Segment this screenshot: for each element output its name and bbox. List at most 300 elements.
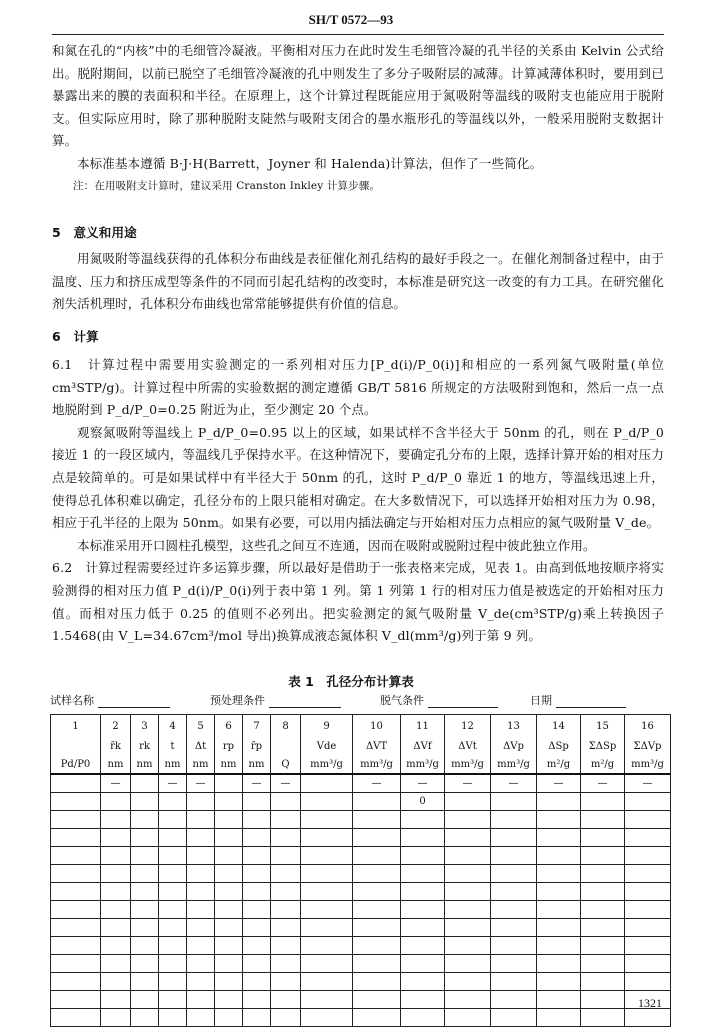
table-cell [581,919,625,937]
table-cell [491,919,537,937]
table-cell [215,901,243,919]
table-cell [401,865,445,883]
table-cell: 13 [491,715,537,738]
table-cell [101,829,131,847]
table-cell [159,883,187,901]
table-cell: — [159,774,187,793]
table-cell: 11 [401,715,445,738]
page-header: SH/T 0572—93 [308,12,394,27]
table-cell [187,919,215,937]
table-cell [301,991,353,1009]
table-cell [581,883,625,901]
table-cell: r̄k [101,737,131,755]
table-cell [491,847,537,865]
table-cell [271,737,301,755]
table-cell [301,793,353,811]
table-cell [159,991,187,1009]
table-cell [101,811,131,829]
table-cell [271,991,301,1009]
pretreat-label: 预处理条件 [210,694,265,707]
table-cell [271,919,301,937]
table-cell [271,865,301,883]
table-cell [51,901,101,919]
table-cell: — [187,774,215,793]
table-cell: mm³/g [625,755,671,774]
table-cell [215,829,243,847]
table-cell [159,793,187,811]
table-cell [491,865,537,883]
table-cell [581,811,625,829]
degas [380,692,498,708]
table-cell [159,955,187,973]
date-blank [556,695,626,708]
table-cell [101,865,131,883]
table-cell [537,793,581,811]
table-cell [581,973,625,991]
table-cell: — [101,774,131,793]
table-cell [131,901,159,919]
table-cell [353,883,401,901]
table-cell: m²/g [537,755,581,774]
section5-title: 5 意义和用途 [52,225,137,240]
table-cell [401,973,445,991]
table-row [51,919,671,937]
table-cell [51,774,101,793]
table-cell [353,973,401,991]
table-cell [215,774,243,793]
table-cell [301,973,353,991]
table-cell [243,901,271,919]
table-cell [243,847,271,865]
table-cell [401,955,445,973]
table-cell [625,973,671,991]
table-cell: 8 [271,715,301,738]
table-cell [159,901,187,919]
table-cell [271,829,301,847]
sample-name-blank [98,695,170,708]
table-row [51,793,671,811]
table-cell [187,955,215,973]
table-cell [491,901,537,919]
table-cell: 10 [353,715,401,738]
table-cell: mm³/g [401,755,445,774]
table-cell: 6 [215,715,243,738]
date-label: 日期 [530,694,552,707]
table-row [51,774,671,793]
page-number: 1321 [638,996,662,1010]
table-cell [537,865,581,883]
table-cell [445,937,491,955]
table-cell: Δt [187,737,215,755]
table-cell [537,937,581,955]
table-cell [243,793,271,811]
table-cell [187,847,215,865]
table-cell: 14 [537,715,581,738]
table-cell [159,919,187,937]
table-cell [401,901,445,919]
para-6-2: 6.2 计算过程需要经过许多运算步骤，所以最好是借助于一张表格来完成，见表 1。由高到低地按顺序将实验测得的相对压力值 P_d(i)/P_0(i)列于表中第 1 列。第 1 列第 1 行的相对压力值是被选定的开始相对压力值。而相对压力低于 0.25 的值则不必列出。把实验测定的氮气吸附量 V_de(cm³STP/g)乘上转换因子 1.5468(由 V_L=34.67cm³/mol 导出)换算成液态氮体积 V_dl(mm³/g)列于第 9 列。 [52,560,664,644]
table-cell [51,973,101,991]
table-cell [445,811,491,829]
table-cell [187,973,215,991]
table-cell [101,847,131,865]
table-cell: — [445,774,491,793]
table-cell [625,901,671,919]
table-cell: 12 [445,715,491,738]
table-cell: 2 [101,715,131,738]
table-cell [243,991,271,1009]
table-cell [51,829,101,847]
table-cell [51,793,101,811]
table-cell [445,883,491,901]
table-cell [51,937,101,955]
table-cell [301,847,353,865]
table-cell [243,883,271,901]
table-cell [101,937,131,955]
table-cell: ΣΔSp [581,737,625,755]
table-cell [271,847,301,865]
table-cell [187,811,215,829]
table-cell [51,811,101,829]
para-6-1c: 本标准采用开口圆柱孔模型，这些孔之间互不连通，因而在吸附或脱附过程中彼此独立作用。 [77,537,596,553]
table-cell: — [401,774,445,793]
table-cell: 4 [159,715,187,738]
table-cell: 0 [401,793,445,811]
table-cell [131,847,159,865]
table-cell [101,883,131,901]
table-cell [51,847,101,865]
table-cell [243,955,271,973]
table-cell [51,737,101,755]
table-cell: r̄p [243,737,271,755]
table-cell [243,829,271,847]
section-6 [52,326,664,349]
para-6-1b: 观察氮吸附等温线上 P_d/P_0=0.95 以上的区域，如果试样不含半径大于 50nm 的孔，则在 P_d/P_0 接近 1 的一段区域内，等温线几乎保持水平。在这种情况下，要确定孔分布的上限，选择计算开始的相对压力点是较简单的。可是如果试样中有半径大于 50nm 的孔，这时 P_d/P_0 靠近 1 的地方，等温线迅速上升，使得总孔体积难以确定，孔径分布的上限只能相对确定。在大多数情况下，可以选择开始相对压力为 0.98，相应于孔半径的上限为 50nm。如果有必要，可以用内插法确定与开始相对压力点相应的氮气吸附量 V_de。 [52,424,664,531]
table-cell: — [581,774,625,793]
table-cell [491,973,537,991]
table-cell [301,937,353,955]
table-cell: nm [101,755,131,774]
table-cell [215,991,243,1009]
table-cell [301,829,353,847]
table-cell: 7 [243,715,271,738]
table-row [51,847,671,865]
header-rule [52,34,664,35]
table-cell [243,919,271,937]
table-cell [353,937,401,955]
pore-distribution-table [50,714,671,1027]
table-cell [51,865,101,883]
table-cell [401,847,445,865]
table-cell: nm [159,755,187,774]
table-cell [537,919,581,937]
section-5 [52,222,664,245]
table-cell [131,919,159,937]
table-cell [159,847,187,865]
table-cell [353,793,401,811]
table-cell [353,865,401,883]
table-cell [187,865,215,883]
table-cell [537,829,581,847]
table-cell [271,937,301,955]
table-cell [271,901,301,919]
table-cell [243,865,271,883]
table-cell [581,793,625,811]
table-cell [353,901,401,919]
table-row [51,865,671,883]
table-cell [625,883,671,901]
table-cell: ΔVt [445,737,491,755]
table-cell: — [491,774,537,793]
table-cell: rk [131,737,159,755]
table-cell [581,865,625,883]
table-row [51,811,671,829]
table-cell [625,955,671,973]
table-cell: nm [131,755,159,774]
table-cell [51,919,101,937]
table-cell: — [243,774,271,793]
table-cell [215,793,243,811]
table-cell [51,955,101,973]
table-cell [215,973,243,991]
table-cell [215,955,243,973]
table-cell: — [625,774,671,793]
table-row [51,737,671,755]
table-cell [625,811,671,829]
table-cell [159,865,187,883]
table-cell [243,937,271,955]
note: 注：在用吸附支计算时，建议采用 Cranston Inkley 计算步骤。 [73,179,381,192]
table-cell [401,937,445,955]
table-cell [187,793,215,811]
table-cell [215,919,243,937]
table-cell [51,991,101,1009]
table-cell [101,901,131,919]
table-cell [301,811,353,829]
table-cell [491,793,537,811]
table-cell [401,883,445,901]
table-cell [131,793,159,811]
table-row [51,829,671,847]
table-cell [353,991,401,1009]
sample-name [50,692,170,708]
table-cell [581,991,625,1009]
table-cell [353,811,401,829]
table-cell [131,865,159,883]
table-cell [271,811,301,829]
table-cell [159,829,187,847]
body-text-top [52,40,664,196]
table-cell [625,793,671,811]
table-cell: ΔSp [537,737,581,755]
table-cell [215,937,243,955]
table-cell [401,829,445,847]
table-cell [187,901,215,919]
table-cell: t [159,737,187,755]
table-cell [101,973,131,991]
table-cell: 9 [301,715,353,738]
table-cell [401,991,445,1009]
table-cell [581,937,625,955]
table-cell [491,937,537,955]
table-cell [581,829,625,847]
table-cell [301,774,353,793]
table-cell: mm³/g [445,755,491,774]
table-cell [271,955,301,973]
table-cell [537,847,581,865]
table-row [51,883,671,901]
table-cell [301,865,353,883]
table-cell [215,883,243,901]
table-row [51,715,671,738]
table-cell [445,901,491,919]
table-cell: nm [187,755,215,774]
pretreat-blank [269,695,341,708]
table-cell [625,829,671,847]
para-method: 本标准基本遵循 B·J·H(Barrett，Joyner 和 Halenda)计算法，但作了一些简化。 [77,155,543,171]
table-cell: mm³/g [301,755,353,774]
table-cell [491,811,537,829]
table-cell [491,955,537,973]
table-cell [491,991,537,1009]
para-intro: 和氮在孔的“内核”中的毛细管冷凝液。平衡相对压力在此时发生毛细管冷凝的孔半径的关系由 Kelvin 公式给出。脱附期间，以前已脱空了毛细管冷凝液的孔中则发生了多分子吸附层的减薄。计算减薄体积时，要用到已暴露出来的膜的表面积和半径。在原理上，这个计算过程既能应用于氮吸附等温线的吸附支也能应用于脱附支。但实际应用时，除了那种脱附支陡然与吸附支闭合的墨水瓶形孔的等温线以外，一般采用脱附支数据计算。 [52,43,664,149]
table-cell [625,847,671,865]
table-cell: m²/g [581,755,625,774]
table-cell [445,829,491,847]
table-cell [625,937,671,955]
table-cell [491,883,537,901]
table-cell [215,865,243,883]
table-cell: ΔVp [491,737,537,755]
table-cell: rp [215,737,243,755]
table-cell [271,883,301,901]
table-caption: 表 1 孔径分布计算表 [288,674,414,689]
table-row [51,973,671,991]
sample-name-label: 试样名称 [50,694,94,707]
table-row [51,955,671,973]
table-cell [187,883,215,901]
table-cell [353,919,401,937]
para-6-1a: 6.1 计算过程中需要用实验测定的一系列相对压力[P_d(i)/P_0(i)]和相应的一系列氮气吸附量(单位 cm³STP/g)。计算过程中所需的实验数据的测定遵循 GB/T 5816 所规定的方法吸附到饱和，然后一点一点地脱附到 P_d/P_0=0.25 附近为止，至少测定 20 个点。 [52,357,664,418]
table-cell [215,847,243,865]
table-cell [131,829,159,847]
table-cell [301,883,353,901]
table-cell [301,919,353,937]
table-cell: 16 [625,715,671,738]
table-cell [581,901,625,919]
table-cell [131,774,159,793]
table-cell [491,829,537,847]
table-cell [187,829,215,847]
table-row [51,901,671,919]
table-cell: — [537,774,581,793]
table-cell [101,793,131,811]
table-cell [131,955,159,973]
degas-label: 脱气条件 [380,694,424,707]
table-cell: Q [271,755,301,774]
table-cell [401,811,445,829]
table-cell [581,955,625,973]
table-cell [581,847,625,865]
table-cell [353,955,401,973]
table-row [51,755,671,774]
table-cell [537,811,581,829]
table-cell [445,991,491,1009]
table-cell: nm [215,755,243,774]
table-cell [537,901,581,919]
table-cell [131,973,159,991]
table-cell [625,865,671,883]
table-cell: ΔVT [353,737,401,755]
table-cell [131,937,159,955]
table-cell [187,991,215,1009]
table-cell [445,973,491,991]
table-cell [101,919,131,937]
table-cell [353,829,401,847]
table-cell: — [353,774,401,793]
table-cell [537,973,581,991]
table-cell [445,919,491,937]
table-cell [101,991,131,1009]
table-cell [537,955,581,973]
table-cell [445,955,491,973]
section5-text: 用氮吸附等温线获得的孔体积分布曲线是表征催化剂孔结构的最好手段之一。在催化剂制备过程中，由于温度、压力和挤压成型等条件的不同而引起孔结构的改变时，本标准是研究这一改变的有力工具。在研究催化剂失活机理时，孔体积分布曲线也常常能够提供有价值的信息。 [52,251,664,312]
table-cell [243,811,271,829]
date [530,692,626,708]
table-row [51,991,671,1009]
table-cell: nm [243,755,271,774]
table-cell: ΣΔVp [625,737,671,755]
table-cell: 1 [51,715,101,738]
table-cell [537,883,581,901]
table-cell [51,883,101,901]
table-cell [131,883,159,901]
table-cell [159,973,187,991]
table-cell [445,865,491,883]
table-cell [445,793,491,811]
degas-blank [428,695,498,708]
table-cell [445,847,491,865]
table-cell [101,955,131,973]
pretreat [210,692,341,708]
table-cell [159,811,187,829]
table-cell [131,811,159,829]
section-5-body [52,248,664,316]
table-cell [131,991,159,1009]
table-cell: mm³/g [353,755,401,774]
table-cell [187,937,215,955]
section6-title: 6 计算 [52,329,99,344]
table-cell [159,937,187,955]
table-cell [301,901,353,919]
table-cell: — [271,774,301,793]
table-meta [50,692,670,710]
table-cell: 5 [187,715,215,738]
table-cell [215,811,243,829]
table-cell [271,793,301,811]
table-cell [625,919,671,937]
table-cell [353,847,401,865]
table-cell [271,973,301,991]
table-cell: 15 [581,715,625,738]
table-cell: Vde [301,737,353,755]
table-cell [301,955,353,973]
table-row [51,937,671,955]
table-cell: ΔVf [401,737,445,755]
table-cell [537,991,581,1009]
table-cell [401,919,445,937]
section-6-body [52,354,664,648]
